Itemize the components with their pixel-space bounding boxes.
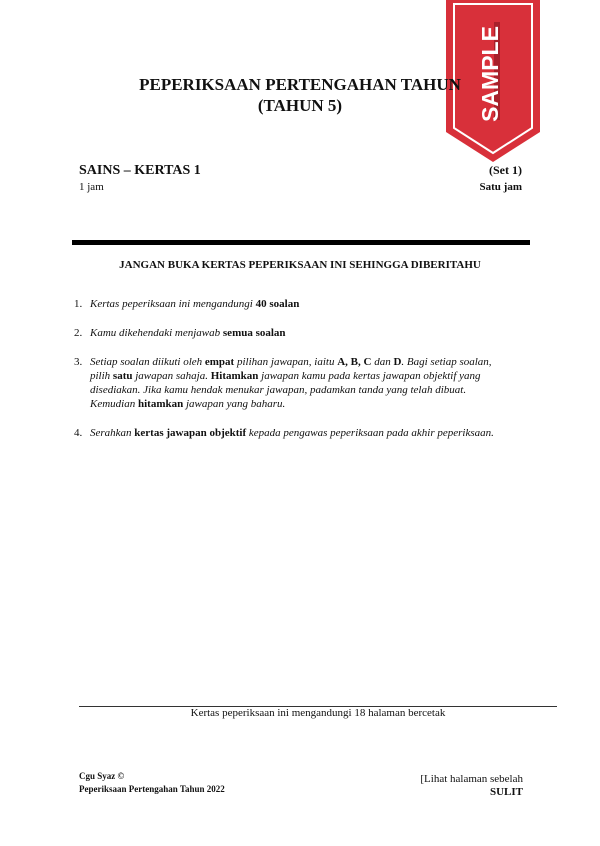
sample-ribbon-text: SAMPLE [477,26,503,122]
set-label: (Set 1) [489,163,522,177]
subject-name: SAINS – KERTAS 1 [79,163,201,178]
header-divider [72,240,530,245]
instruction-item [74,426,514,440]
page-count-note: Kertas peperiksaan ini mengandungi 18 halaman bercetak [190,707,446,719]
do-not-open-warning: JANGAN BUKA KERTAS PEPERIKSAAN INI SEHINGGA DIBERITAHU [119,259,481,271]
instruction-text: Setiap soalan diikuti oleh empat pilihan jawapan, iaitu A, B, C dan D. Bagi setiap soalan, pilih satu jawapan sahaja. Hitamkan jawapan kamu pada kertas jawapan objektif yang disediakan. Jika kamu hendak menukar jawapan, padamkan tanda yang telah dibuat. Kemudian hitamkan jawapan yang baharu. [90,356,492,410]
instruction-number: 1. [74,298,83,310]
instruction-item [74,326,514,340]
author-credit: Cgu Syaz © [79,771,125,781]
instruction-item [74,355,514,411]
exam-duration-words: Satu jam [479,181,522,193]
instruction-number: 2. [74,327,83,339]
instruction-item [74,297,514,311]
exam-duration: 1 jam [79,181,104,193]
instruction-text: Serahkan kertas jawapan objektif kepada pengawas peperiksaan pada akhir peperiksaan. [90,427,494,439]
instruction-text: Kamu dikehendaki menjawab semua soalan [90,327,286,339]
instruction-number: 3. [74,356,83,368]
see-next-page-note: [Lihat halaman sebelah [420,773,523,785]
exam-title: PEPERIKSAAN PERTENGAHAN TAHUN [139,75,461,94]
classification-label: SULIT [489,786,523,798]
instruction-number: 4. [74,427,83,439]
exam-year-level: (TAHUN 5) [257,96,343,115]
exam-name-footer: Peperiksaan Pertengahan Tahun 2022 [79,784,225,794]
instruction-text: Kertas peperiksaan ini mengandungi 40 soalan [90,298,300,310]
